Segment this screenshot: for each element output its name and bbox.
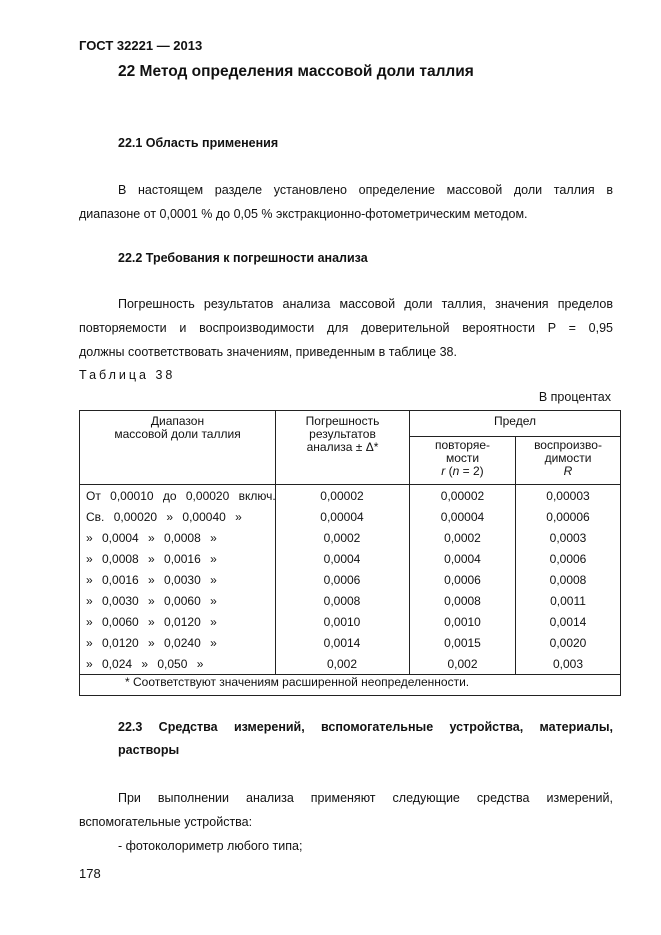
header-range — [90, 415, 265, 441]
header-error-line: результатов — [309, 427, 376, 441]
table-divider — [409, 436, 620, 437]
header-range-line: Диапазон — [150, 414, 205, 428]
cell-repeatability: 0,00002 — [440, 489, 485, 503]
cell-repeatability: 0,0015 — [444, 636, 481, 650]
cell-reproducibility: 0,003 — [552, 657, 584, 671]
table-divider — [80, 484, 620, 485]
cell-range: Св. 0,00020 » 0,00040 » — [86, 510, 242, 524]
table-caption: Таблица 38 — [79, 368, 176, 382]
header-error-line: Погрешность — [305, 414, 380, 428]
cell-repeatability: 0,0010 — [444, 615, 481, 629]
cell-error: 0,0008 — [323, 594, 361, 608]
table-row — [80, 612, 620, 633]
subsection-3-heading-cont: растворы — [118, 743, 180, 757]
cell-reproducibility: 0,0014 — [549, 615, 587, 629]
section-title: 22 Метод определения массовой доли таллия — [118, 63, 474, 80]
cell-reproducibility: 0,0011 — [550, 594, 586, 608]
document-header: ГОСТ 32221 — 2013 — [79, 38, 203, 53]
cell-reproducibility: 0,0008 — [549, 573, 587, 587]
subsection-1-paragraph — [79, 178, 613, 226]
cell-error: 0,0010 — [323, 615, 361, 629]
cell-error: 0,0004 — [323, 552, 361, 566]
table-footnote: * Соответствуют значениям расширенной неопределенности. — [125, 675, 470, 689]
page-number: 178 — [79, 866, 101, 881]
table-row — [80, 528, 620, 549]
paragraph-line: должны соответствовать значениям, приведенным в таблице 38. — [79, 345, 457, 359]
header-repr-line: димости — [544, 451, 592, 465]
cell-reproducibility: 0,00006 — [546, 510, 590, 524]
cell-repeatability: 0,00004 — [440, 510, 485, 524]
cell-range: » 0,0120 » 0,0240 » — [86, 636, 217, 650]
cell-reproducibility: 0,0020 — [549, 636, 587, 650]
paragraph-line: вспомогательные устройства: — [79, 815, 253, 829]
cell-error: 0,00004 — [320, 510, 364, 524]
subsection-2-paragraph — [79, 292, 613, 364]
table-row — [80, 591, 620, 612]
header-rep-line: повторяе- — [434, 438, 491, 452]
header-reproducibility — [516, 439, 620, 478]
cell-reproducibility: 0,0006 — [549, 552, 587, 566]
list-item: - фотоколориметр любого типа; — [118, 839, 303, 853]
cell-repeatability: 0,0002 — [444, 531, 481, 545]
table-row — [80, 507, 620, 528]
cell-range: » 0,0060 » 0,0120 » — [86, 615, 217, 629]
cell-range: » 0,0016 » 0,0030 » — [86, 573, 217, 587]
paragraph-line: диапазоне от 0,0001 % до 0,05 % экстракционно-фотометрическим методом. — [79, 207, 528, 221]
paragraph-line: При выполнении анализа применяют следующие средства измерений, — [118, 791, 613, 805]
cell-error: 0,0006 — [323, 573, 361, 587]
subsection-1-heading: 22.1 Область применения — [118, 136, 279, 150]
cell-range: » 0,0008 » 0,0016 » — [86, 552, 217, 566]
cell-error: 0,0014 — [323, 636, 361, 650]
cell-range: От 0,00010 до 0,00020 включ. — [86, 489, 276, 503]
header-repeatability — [410, 439, 515, 478]
header-repr-line: R — [563, 464, 573, 478]
cell-repeatability: 0,0006 — [444, 573, 481, 587]
cell-error: 0,002 — [326, 657, 358, 671]
header-range-line: массовой доли таллия — [114, 427, 241, 441]
table-row — [80, 633, 620, 654]
cell-reproducibility: 0,0003 — [549, 531, 587, 545]
header-error-line: анализа ± Δ* — [306, 440, 379, 454]
paragraph-line: В настоящем разделе установлено определение массовой доли таллия в — [118, 183, 613, 197]
cell-repeatability: 0,002 — [447, 657, 478, 671]
header-repr-line: воспроизво- — [534, 438, 602, 452]
table-row — [80, 486, 620, 507]
cell-range: » 0,0004 » 0,0008 » — [86, 531, 217, 545]
table-row — [80, 654, 620, 675]
header-rep-line: мости — [445, 451, 480, 465]
paragraph-line: Погрешность результатов анализа массовой доли таллия, значения пределов — [118, 297, 613, 311]
subsection-2-heading: 22.2 Требования к погрешности анализа — [118, 251, 368, 265]
cell-range: » 0,024 » 0,050 » — [86, 657, 204, 671]
cell-error: 0,0002 — [323, 531, 361, 545]
cell-repeatability: 0,0004 — [444, 552, 481, 566]
header-error — [276, 415, 409, 454]
data-table — [79, 410, 621, 696]
cell-error: 0,00002 — [320, 489, 364, 503]
table-row — [80, 570, 620, 591]
table-row — [80, 549, 620, 570]
cell-range: » 0,0030 » 0,0060 » — [86, 594, 217, 608]
paragraph-line: повторяемости и воспроизводимости для доверительной вероятности P = 0,95 — [79, 321, 613, 335]
cell-repeatability: 0,0008 — [444, 594, 481, 608]
header-rep-line: r (n = 2) — [441, 464, 484, 478]
header-limit: Предел — [494, 414, 536, 428]
subsection-3-paragraph — [79, 786, 613, 858]
cell-reproducibility: 0,00003 — [546, 489, 590, 503]
subsection-3-heading: 22.3 Средства измерений, вспомогательные устройства, материалы, — [118, 720, 613, 734]
table-unit: В процентах — [538, 390, 611, 404]
